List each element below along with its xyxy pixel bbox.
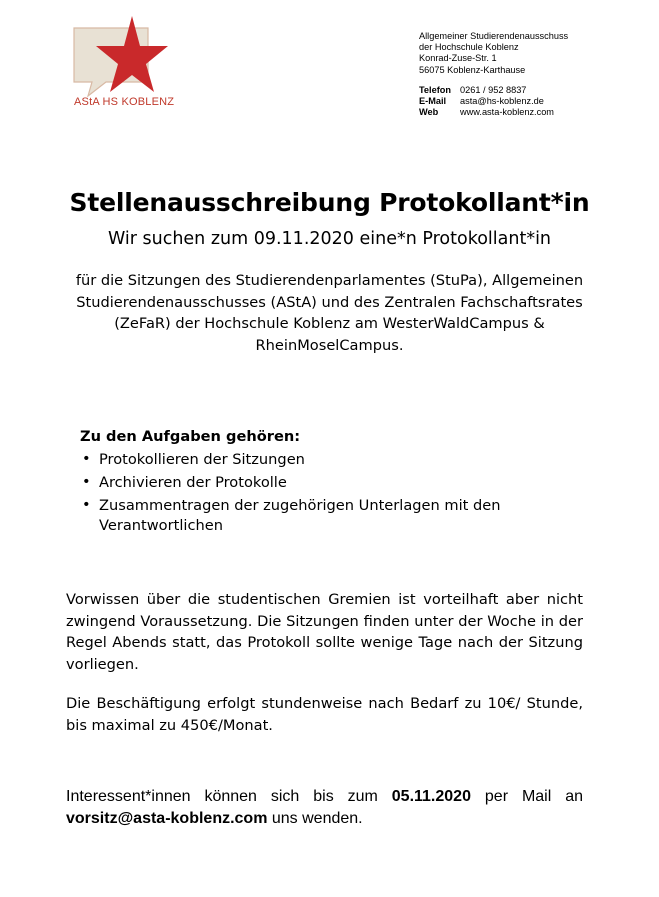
email-row [419,96,639,107]
task-text: Zusammentragen der zugehörigen Unterlagen mit den Verantwortlichen [99,497,501,534]
task-text: Protokollieren der Sitzungen [99,451,305,468]
contact-block [419,31,639,118]
list-item [80,450,550,470]
asta-logo [66,14,175,114]
payment-paragraph: Die Beschäftigung erfolgt stundenweise nach Bedarf zu 10€/ Stunde, bis maximal zu 450€/Monat. [66,695,583,734]
logo-text: AStA HS KOBLENZ [74,96,175,108]
application-text-3: uns wenden. [267,810,363,827]
deadline-date: 05.11.2020 [391,788,471,805]
bullet-icon: • [82,496,91,513]
city: 56075 Koblenz-Karthause [419,64,526,75]
phone-row [419,85,639,96]
phone-value: 0261 / 952 8837 [460,84,527,95]
tasks-list [80,450,550,539]
web-row [419,107,639,118]
street: Konrad-Zuse-Str. 1 [419,53,497,64]
web-value[interactable]: www.asta-koblenz.com [460,107,554,118]
bullet-icon: • [82,473,91,490]
application-text-2: per Mail an [470,788,583,805]
email-value[interactable]: asta@hs-koblenz.de [460,96,544,107]
prior-knowledge-paragraph: Vorwissen über die studentischen Gremien ist vorteilhaft aber nicht zwingend Voraussetzung. Die Sitzungen finden unter der Woche in der Regel Abends statt, das Protokoll sollte wenige Tage nach der Sitzung vorliegen. [66,591,583,673]
web-label: Web [419,107,439,118]
application-email[interactable]: vorsitz@asta-koblenz.com [66,810,268,827]
org-name-line1: Allgemeiner Studierendenausschuss [419,31,569,41]
list-item [80,496,550,535]
list-item [80,473,550,493]
application-paragraph [66,786,583,830]
org-name-line2: der Hochschule Koblenz [419,42,519,53]
application-text-1: Interessent*innen können sich bis zum [66,788,392,805]
page-title: Stellenausschreibung Protokollant*in [69,188,590,217]
page-subtitle: Wir suchen zum 09.11.2020 eine*n Protokollant*in [107,229,552,249]
task-text: Archivieren der Protokolle [99,474,287,491]
intro-text: für die Sitzungen des Studierendenparlamentes (StuPa), Allgemeinen Studierendenausschusses (AStA) und des Zentralen Fachschaftsrates (ZeFaR) der Hochschule Koblenz am WesterWaldCampus & RheinMoselCampus. [75,272,584,354]
phone-label: Telefon [419,84,451,95]
tasks-heading: Zu den Aufgaben gehören: [80,428,301,445]
email-label: E-Mail [419,96,447,107]
bullet-icon: • [82,450,91,467]
